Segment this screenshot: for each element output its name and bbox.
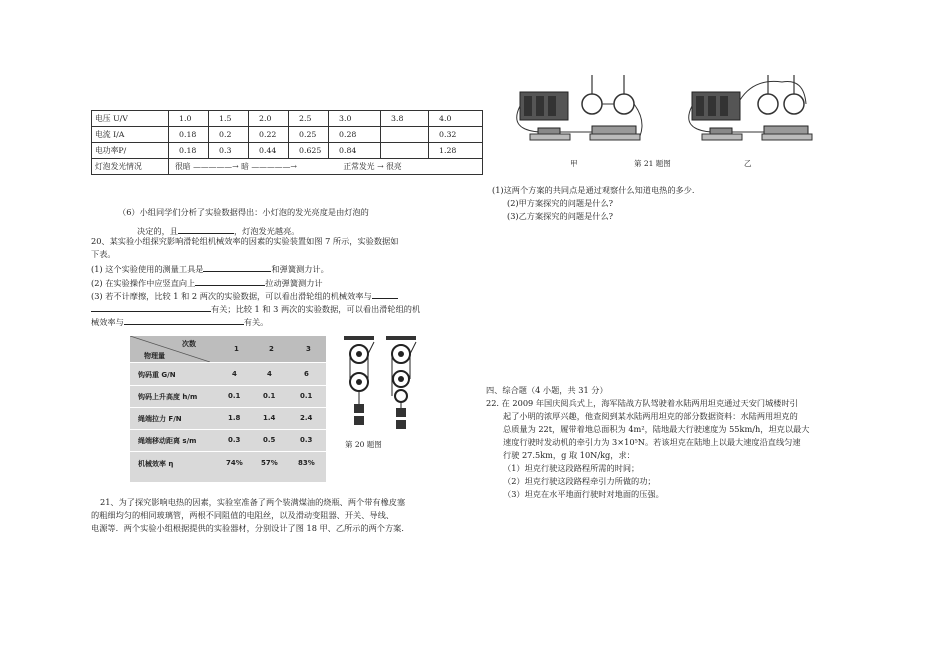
header-left: 物理量 (144, 352, 165, 360)
q22-part2: （2）坦克行驶这段路程牵引力所做的功； (503, 476, 656, 486)
q20-text: 有关。 (243, 317, 269, 327)
table-cell: 0.1 (300, 392, 313, 400)
q22-line2: 起了小明的浓厚兴趣，他查阅到某水陆两用坦克的部分数据资料：水陆两用坦克的 (503, 411, 798, 421)
table-cell: 0.28 (329, 127, 381, 143)
table-cell: 2.4 (300, 414, 313, 422)
row-label: 钩码重 G/N (138, 371, 176, 379)
q20-line2: 下表。 (91, 249, 116, 259)
brightness-normal: 正常发光 (343, 162, 375, 171)
table-cell: 3.8 (381, 111, 429, 127)
brightness-scale (169, 159, 483, 175)
table-cell: 1.0 (169, 111, 209, 127)
q20-text: 械效率与 (91, 317, 124, 327)
table-row (92, 111, 483, 127)
q22-part3: （3）坦克在水平地面行驶时对地面的压强。 (503, 489, 664, 499)
table-row (92, 159, 483, 175)
table-cell: 4 (267, 370, 272, 378)
row-label: 绳端拉力 F/N (138, 415, 182, 423)
brightness-bright: 很亮 (386, 162, 402, 171)
table-row (92, 127, 483, 143)
q21-sub1: (1)这两个方案的共同点是通过观察什么知道电热的多少. (492, 185, 695, 195)
table-cell: 1.5 (209, 111, 249, 127)
q21-line2: 的粗细均匀的相同玻璃管，两根不同阻值的电阻丝，以及滑动变阻器、开关、导线、 (91, 510, 394, 520)
q21-line1: 21、为了探究影响电热的因素，实验室准备了两个装满煤油的烧瓶、两个带有橡皮塞 (100, 497, 406, 507)
table-cell: 1.8 (228, 414, 241, 422)
pulley-data-table (130, 336, 326, 482)
row-label: 电功率P/ (92, 143, 169, 159)
brightness-dim: 很暗 (175, 162, 191, 171)
table-cell: 0.44 (249, 143, 289, 159)
table-cell: 0.25 (289, 127, 329, 143)
q22-line5: 行驶 27.5km，g 取 10N/kg，求： (503, 450, 635, 460)
table-cell: 3.0 (329, 111, 381, 127)
col-header: 2 (269, 345, 274, 353)
table-cell: 2.5 (289, 111, 329, 127)
col-header: 3 (306, 345, 311, 353)
q21-sub2: (2)甲方案探究的问题是什么? (507, 198, 614, 208)
answer-blank[interactable] (203, 262, 271, 272)
table-cell: 0.1 (228, 392, 241, 400)
figure-label-a: 甲 (570, 159, 578, 168)
table-cell: 0.3 (228, 436, 241, 444)
q6-text: ，灯泡发光越亮。 (233, 226, 300, 236)
brightness-dark: 暗 (241, 162, 249, 171)
voltage-current-table (91, 110, 483, 175)
q20-text: (3) 若不计摩擦，比较 1 和 2 两次的实验数据，可以看出滑轮组的机械效率与 (91, 291, 372, 301)
table-cell: 1.28 (429, 143, 483, 159)
figure-21-caption: 第 21 题图 (634, 159, 671, 168)
table-cell: 0.625 (289, 143, 329, 159)
divider (130, 451, 326, 452)
table-cell: 1.4 (263, 414, 276, 422)
divider (130, 429, 326, 430)
arrow: —————→ (193, 162, 239, 171)
q20-part3 (91, 289, 398, 302)
q6-text: 决定的，且 (137, 226, 178, 236)
circuit-figure-b (684, 70, 824, 156)
q20-part1 (91, 262, 329, 275)
table-cell: 0.3 (300, 436, 313, 444)
q22-line4: 速度行驶时发动机的牵引力为 3×10⁵N。若该坦克在陆地上以最大速度沿直线匀速 (503, 437, 801, 447)
table-cell: 0.22 (249, 127, 289, 143)
divider (130, 385, 326, 386)
q22-part1: （1）坦克行驶这段路程所需的时间； (503, 463, 640, 473)
table-cell: 4 (232, 370, 237, 378)
q20-part3-end (91, 315, 268, 328)
row-label: 电压 U/V (92, 111, 169, 127)
table-cell: 0.1 (263, 392, 276, 400)
answer-blank[interactable] (91, 302, 211, 312)
table-cell: 2.0 (249, 111, 289, 127)
q22-line3: 总质量为 22t，履带着地总面积为 4m²，陆地最大行驶速度为 55km/h，坦克以最大 (503, 424, 810, 434)
table-cell: 0.84 (329, 143, 381, 159)
arrow: —————→ (251, 162, 297, 171)
table-cell: 0.2 (209, 127, 249, 143)
pulley-figure (340, 334, 420, 444)
q20-text: (2) 在实验操作中应竖直向上 (91, 278, 196, 288)
header-top: 次数 (182, 340, 196, 348)
q21-sub3: (3)乙方案探究的问题是什么? (507, 211, 614, 221)
table-cell (381, 143, 429, 159)
table-cell: 0.18 (169, 143, 209, 159)
row-label: 绳端移动距离 s/m (138, 437, 197, 445)
table-cell: 0.32 (429, 127, 483, 143)
table-cell (381, 127, 429, 143)
q20-part2 (91, 276, 323, 289)
table-cell: 0.5 (263, 436, 276, 444)
answer-blank[interactable] (195, 276, 265, 286)
q20-text: 有关；比较 1 和 3 两次的实验数据，可以看出滑轮组的机 (211, 304, 421, 314)
figure-label-b: 乙 (744, 159, 752, 168)
arrow: → (377, 162, 384, 171)
row-label: 钩码上升高度 h/m (138, 393, 198, 401)
q21-line3: 电源等．两个实验小组根据提供的实验器材，分别设计了图 18 甲、乙所示的两个方案． (91, 523, 410, 533)
divider (130, 407, 326, 408)
table-cell: 57% (261, 459, 278, 467)
q22-line1: 22. 在 2009 年国庆阅兵式上，海军陆战方队驾驶着水陆两用坦克通过天安门城楼时引 (486, 398, 798, 408)
circuit-figure-a (512, 70, 652, 156)
divider (130, 362, 326, 363)
q20-part3-cont (91, 302, 420, 315)
answer-blank[interactable] (372, 289, 398, 299)
table-cell: 74% (226, 459, 243, 467)
q6-line1: （6）小组同学们分析了实验数据得出：小灯泡的发光亮度是由灯泡的 (118, 207, 369, 217)
table-row (92, 143, 483, 159)
q20-text: (1) 这个实验使用的测量工具是 (91, 264, 204, 274)
row-label: 机械效率 η (138, 460, 174, 468)
table-cell: 6 (304, 370, 309, 378)
answer-blank[interactable] (178, 224, 234, 234)
table-cell: 0.3 (209, 143, 249, 159)
q20-line1: 20、某实验小组探究影响滑轮组机械效率的因素的实验装置如图 7 所示，实验数据如 (91, 236, 399, 246)
q20-text: 拉动弹簧测力计 (265, 278, 323, 288)
answer-blank[interactable] (124, 315, 244, 325)
table-cell: 83% (298, 459, 315, 467)
q20-text: 和弹簧测力计。 (271, 264, 329, 274)
row-label: 灯泡发光情况 (92, 159, 169, 175)
table-cell: 0.18 (169, 127, 209, 143)
row-label: 电流 I/A (92, 127, 169, 143)
col-header: 1 (234, 345, 239, 353)
header-diagonal (130, 336, 210, 362)
section-4-heading: 四、综合题（4 小题，共 31 分） (486, 385, 608, 395)
table-cell: 4.0 (429, 111, 483, 127)
figure-20-caption: 第 20 题图 (345, 440, 382, 449)
